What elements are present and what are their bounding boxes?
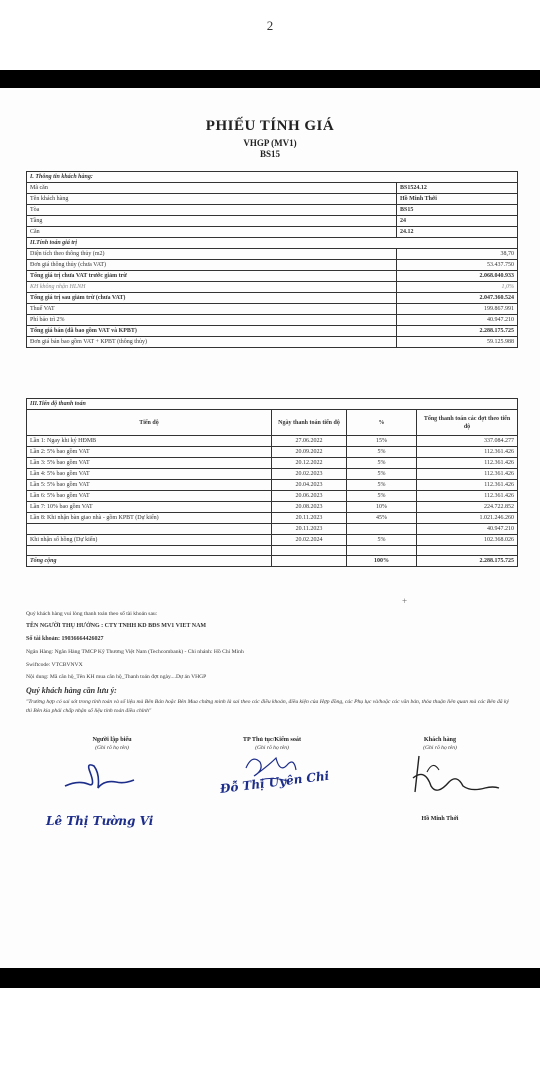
stage-cell xyxy=(27,546,272,556)
document-subtitle-block: BS15 xyxy=(259,149,280,159)
section-heading-row xyxy=(27,172,518,183)
amount-cell: 112.361.426 xyxy=(417,480,518,491)
stage-cell xyxy=(27,524,272,535)
stage-cell: Lần 7: 10% bao gồm VAT xyxy=(27,502,272,513)
customer-and-price-table xyxy=(26,171,518,348)
amount-cell xyxy=(417,546,518,556)
table-row xyxy=(27,436,518,447)
table-row xyxy=(27,205,518,216)
total-row xyxy=(27,556,518,567)
document-title: PHIẾU TÍNH GIÁ xyxy=(205,118,335,134)
page-number: 2 xyxy=(266,18,274,33)
table-row xyxy=(27,535,518,546)
stage-cell: Lần 6: 5% bao gồm VAT xyxy=(27,491,272,502)
date-cell: 20.11.2023 xyxy=(272,524,347,535)
table-row xyxy=(27,216,518,227)
row-label: Tổng giá trị sau giảm trừ (chưa VAT) xyxy=(27,293,397,304)
row-value: 38,70 xyxy=(397,249,518,260)
column-header: Ngày thanh toán tiến độ xyxy=(272,410,347,436)
section-heading: III.Tiến độ thanh toán xyxy=(27,399,518,410)
percent-cell: 15% xyxy=(347,436,417,447)
row-label: Thuế VAT xyxy=(27,304,397,315)
amount-cell: 337.084.277 xyxy=(417,436,518,447)
pen-mark: + xyxy=(402,596,408,606)
row-label: Đơn giá thông thủy (chưa VAT) xyxy=(27,260,397,271)
table-row xyxy=(27,293,518,304)
row-value: 40.947.210 xyxy=(397,315,518,326)
table-row xyxy=(27,513,518,524)
stage-cell: Lần 2: 5% bao gồm VAT xyxy=(27,447,272,458)
top-black-bar xyxy=(0,70,540,88)
stage-cell: Khi nhận số hồng (Dự kiến) xyxy=(27,535,272,546)
row-value: 59.125.988 xyxy=(397,337,518,348)
percent-cell: 5% xyxy=(347,480,417,491)
table-row xyxy=(27,249,518,260)
document-subtitle-project: VHGP (MV1) xyxy=(243,138,297,148)
percent-cell: 5% xyxy=(347,535,417,546)
percent-cell: 45% xyxy=(347,513,417,524)
percent-cell: 5% xyxy=(347,458,417,469)
bottom-black-bar xyxy=(0,968,540,988)
table-row xyxy=(27,183,518,194)
table-row xyxy=(27,447,518,458)
percent-cell: 10% xyxy=(347,502,417,513)
total-amount: 2.288.175.725 xyxy=(417,556,518,567)
date-cell: 20.06.2023 xyxy=(272,491,347,502)
amount-cell: 112.361.426 xyxy=(417,491,518,502)
stage-cell: Lần 1: Ngay khi ký HĐMB xyxy=(27,436,272,447)
column-header: Tổng thanh toán các đợt theo tiến độ xyxy=(417,410,518,436)
percent-cell: 5% xyxy=(347,469,417,480)
section-heading-row xyxy=(27,399,518,410)
table-row xyxy=(27,271,518,282)
date-cell: 20.09.2022 xyxy=(272,447,347,458)
row-label: Phí bảo trì 2% xyxy=(27,315,397,326)
row-label: Căn xyxy=(27,227,397,238)
table-row xyxy=(27,458,518,469)
row-value: 199.867.991 xyxy=(397,304,518,315)
amount-cell: 224.722.852 xyxy=(417,502,518,513)
section-heading: I. Thông tin khách hàng: xyxy=(27,172,518,183)
table-body xyxy=(27,399,518,567)
percent-cell xyxy=(347,546,417,556)
customer-signature-scribble xyxy=(405,752,505,812)
row-value: BS15 xyxy=(397,205,518,216)
table-row xyxy=(27,491,518,502)
table-row xyxy=(27,337,518,348)
row-value: BS1524.12 xyxy=(397,183,518,194)
table-row xyxy=(27,260,518,271)
date-cell: 20.04.2023 xyxy=(272,480,347,491)
row-label: Mã căn xyxy=(27,183,397,194)
amount-cell: 112.361.426 xyxy=(417,469,518,480)
table-row xyxy=(27,469,518,480)
percent-cell: 5% xyxy=(347,447,417,458)
stage-cell: Lần 8: Khi nhận bàn giao nhà - gồm KPBT (Dự kiến) xyxy=(27,513,272,524)
signature-hint-controller: (Ghi rõ họ tên) xyxy=(255,745,289,751)
row-label: Tổng giá bán (đã bao gồm VAT và KPBT) xyxy=(27,326,397,337)
preparer-signature-name: Lê Thị Tường Vi xyxy=(46,814,154,828)
amount-cell: 112.361.426 xyxy=(417,447,518,458)
row-value: 24 xyxy=(397,216,518,227)
total-percent: 100% xyxy=(347,556,417,567)
date-cell: 20.02.2023 xyxy=(272,469,347,480)
table-row xyxy=(27,480,518,491)
row-value: 2.288.175.725 xyxy=(397,326,518,337)
signature-hint-customer: (Ghi rõ họ tên) xyxy=(423,745,457,751)
date-cell: 27.06.2022 xyxy=(272,436,347,447)
payment-schedule-table xyxy=(26,398,518,567)
table-row xyxy=(27,227,518,238)
signature-role-controller: TP Thủ tục/Kiểm soát xyxy=(242,736,302,743)
preparer-signature-scribble xyxy=(60,758,140,798)
date-cell: 20.12.2022 xyxy=(272,458,347,469)
table-row xyxy=(27,326,518,337)
note-heading: Quý khách hàng cần lưu ý: xyxy=(26,686,117,695)
payment-bank: Ngân Hàng: Ngân Hàng TMCP Kỹ Thương Việt Nam (Techcombank) - Chi nhánh: Hồ Chí Minh xyxy=(26,649,244,655)
table-row xyxy=(27,194,518,205)
percent-cell: 5% xyxy=(347,491,417,502)
stage-cell: Lần 4: 5% bao gồm VAT xyxy=(27,469,272,480)
payment-beneficiary: TÊN NGƯỜI THỤ HƯỞNG : CTY TNHH KD BĐS MV1 VIET NAM xyxy=(26,623,207,629)
row-value: 24.12 xyxy=(397,227,518,238)
payment-intro: Quý khách hàng vui lòng thanh toán theo số tài khoản sau: xyxy=(26,611,158,617)
row-value: 2.068.040.933 xyxy=(397,271,518,282)
amount-cell: 102.368.026 xyxy=(417,535,518,546)
row-label: Tầng xyxy=(27,216,397,227)
percent-cell xyxy=(347,524,417,535)
payment-swiftcode: Swiftcode: VTCBVNVX xyxy=(26,662,83,668)
row-value: Hồ Minh Thới xyxy=(397,194,518,205)
table-body xyxy=(27,172,518,348)
row-label: Tòa xyxy=(27,205,397,216)
signature-role-customer: Khách hàng xyxy=(423,736,457,743)
row-value: 1,0% xyxy=(397,282,518,293)
signature-hint-preparer: (Ghi rõ họ tên) xyxy=(95,745,129,751)
table-row xyxy=(27,502,518,513)
total-date-cell xyxy=(272,556,347,567)
column-header: Tiến độ xyxy=(27,410,272,436)
row-label: KH không nhận HLNH xyxy=(27,282,397,293)
date-cell xyxy=(272,546,347,556)
table-header-row xyxy=(27,410,518,436)
customer-printed-name: Hồ Minh Thới xyxy=(421,816,459,822)
table-row xyxy=(27,524,518,535)
payment-account: Số tài khoản: 19036664426027 xyxy=(26,636,104,642)
date-cell: 20.02.2024 xyxy=(272,535,347,546)
amount-cell: 112.361.426 xyxy=(417,458,518,469)
table-row xyxy=(27,546,518,556)
table-row xyxy=(27,315,518,326)
total-label: Tổng cộng xyxy=(27,556,272,567)
payment-content: Nội dung: Mã căn hộ_Tên KH mua căn hộ_Thanh toán đợt ngày....Dự án VHGP xyxy=(26,674,207,680)
note-text: "Trường hợp có sai sót trong tính toán và số liệu mà Bên Bán hoặc Bên Mua chứng minh là sai theo các điều khoản, điều kiện của Hợp đồng, các Phụ lục và/hoặc các văn bản, thỏa thuận liên quan mà các Bên đã ký thì Bên kia phải chấp nhận số liệu tính toán điều chỉnh" xyxy=(26,699,509,714)
section-heading: II.Tính toán giá trị xyxy=(27,238,518,249)
document-page xyxy=(0,88,540,968)
table-row xyxy=(27,282,518,293)
row-label: Đơn giá bán bao gồm VAT + KPBT (thông thủy) xyxy=(27,337,397,348)
amount-cell: 40.947.210 xyxy=(417,524,518,535)
row-label: Tên khách hàng xyxy=(27,194,397,205)
column-header: % xyxy=(347,410,417,436)
section-heading-row xyxy=(27,238,518,249)
row-value: 53.437.750 xyxy=(397,260,518,271)
row-label: Tổng giá trị chưa VAT trước giảm trừ xyxy=(27,271,397,282)
table-row xyxy=(27,304,518,315)
row-label: Diện tích theo thông thủy (m2) xyxy=(27,249,397,260)
controller-signature-name: Đỗ Thị Uyên Chi xyxy=(219,768,330,796)
date-cell: 20.11.2023 xyxy=(272,513,347,524)
amount-cell: 1.021.246.260 xyxy=(417,513,518,524)
stage-cell: Lần 5: 5% bao gồm VAT xyxy=(27,480,272,491)
date-cell: 20.08.2023 xyxy=(272,502,347,513)
signature-role-preparer: Người lập biểu xyxy=(92,736,132,743)
row-value: 2.047.360.524 xyxy=(397,293,518,304)
stage-cell: Lần 3: 5% bao gồm VAT xyxy=(27,458,272,469)
